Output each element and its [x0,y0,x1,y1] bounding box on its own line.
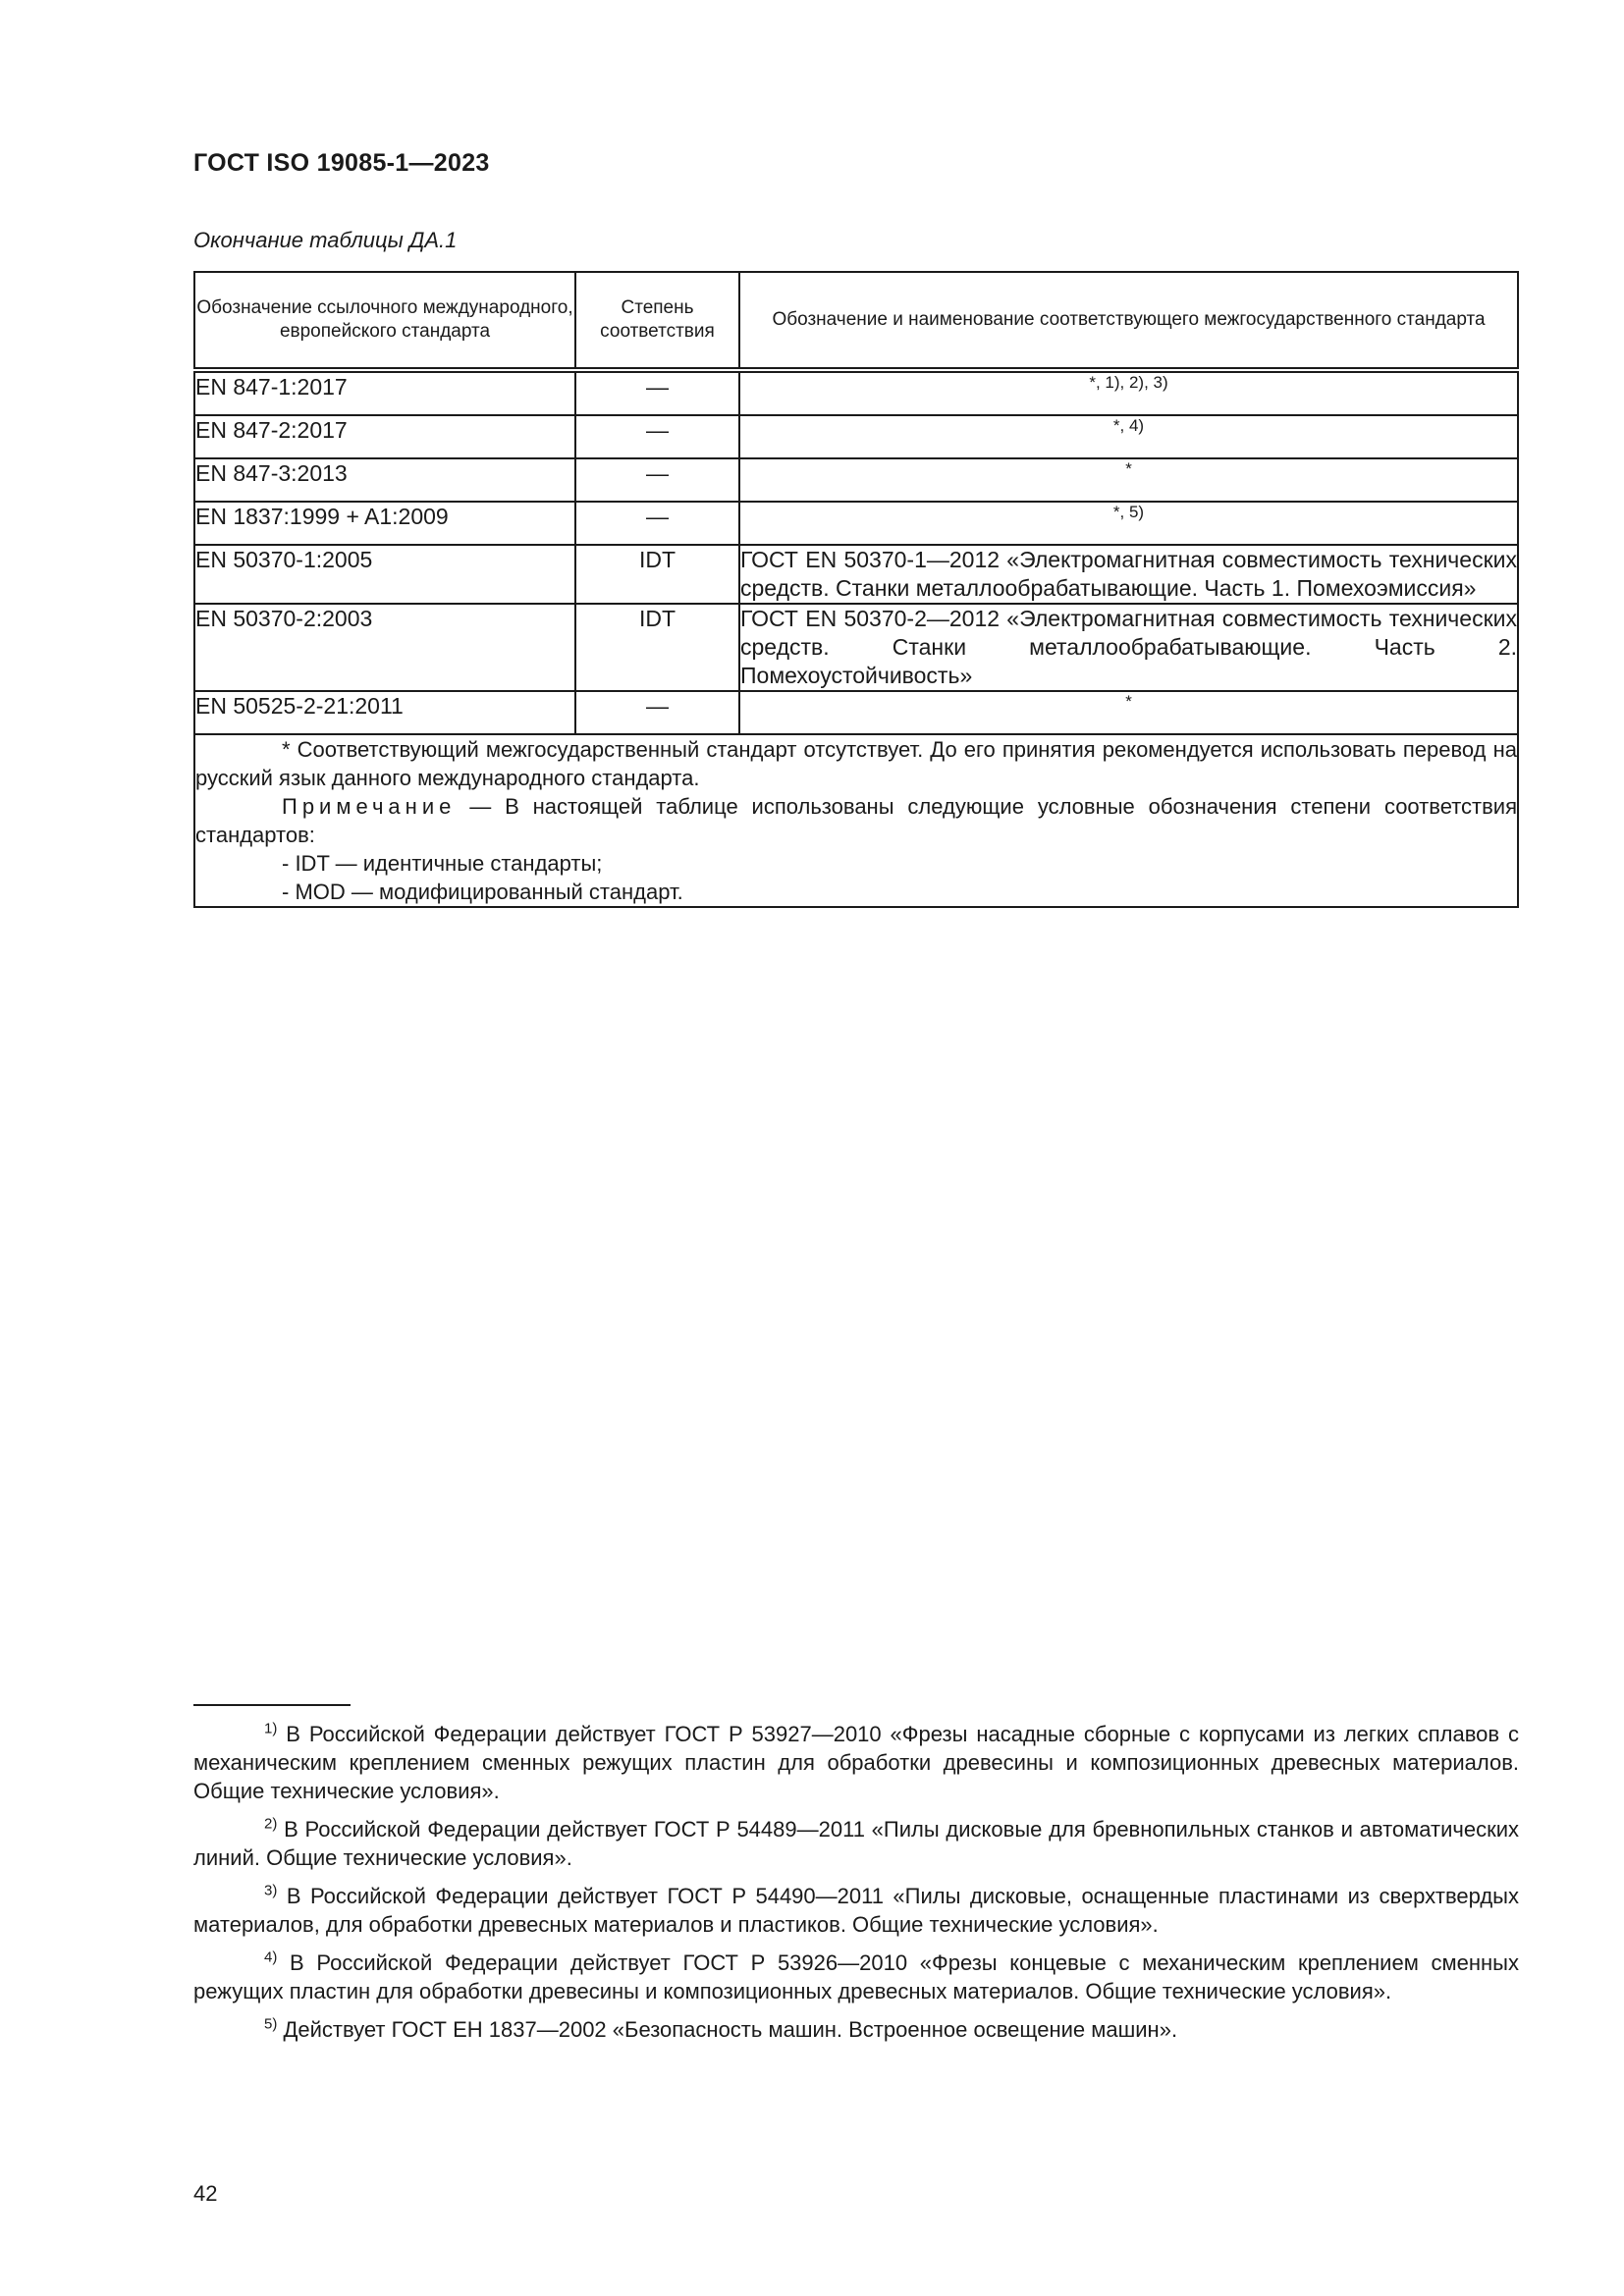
degree-cell: — [575,502,739,545]
standard-name-cell: ГОСТ EN 50370-2—2012 «Электромагнитная совместимость технических средств. Станки металлообрабатывающие. Часть 2. Помехоустойчивость» [739,604,1518,691]
reference-cell: EN 847-3:2013 [194,458,575,502]
footnote-mark: 2) [264,1815,278,1833]
document-code: ГОСТ ISO 19085-1—2023 [193,149,490,177]
header-interstate-standard: Обозначение и наименование соответствующего межгосударственного стандарта [739,272,1518,370]
table-row [194,370,1518,415]
footnote-mark: 5) [264,2015,278,2033]
table-header-row [194,272,1518,370]
footnote [193,1720,1519,1805]
note-cell: *, 1), 2), 3) [739,370,1518,415]
note-cell: * [739,691,1518,734]
footnote-separator [193,1704,351,1706]
footnote-text: В Российской Федерации действует ГОСТ Р 54490—2011 «Пилы дисковые, оснащенные пластинами из сверхтвердых материалов, для обработки древесных материалов и пластиков. Общие технические условия». [193,1884,1519,1937]
table-footer [194,734,1518,907]
degree-cell: IDT [575,604,739,691]
table-row [194,502,1518,545]
reference-cell: EN 50370-2:2003 [194,604,575,691]
table-caption: Окончание таблицы ДА.1 [193,228,458,252]
table-row [194,458,1518,502]
footnote-mark: 4) [264,1949,278,1966]
reference-cell: EN 50370-1:2005 [194,545,575,604]
footnote [193,1815,1519,1872]
note-cell: * [739,458,1518,502]
footnote-mark: 1) [264,1720,278,1737]
page-number: 42 [193,2181,218,2206]
note-text: — В настоящей таблице использованы следующие условные обозначения степени соответствия стандартов: [195,794,1517,847]
note-cell: *, 4) [739,415,1518,458]
footnote-text: В Российской Федерации действует ГОСТ Р 54489—2011 «Пилы дисковые для бревнопильных станков и автоматических линий. Общие технические условия». [193,1817,1519,1870]
degree-cell: — [575,370,739,415]
footnotes [193,1720,1519,2054]
table-row [194,604,1518,691]
degree-cell: IDT [575,545,739,604]
footnote-mark: 3) [264,1882,278,1899]
footnote-text: Действует ГОСТ ЕН 1837—2002 «Безопасность машин. Встроенное освещение машин». [277,2017,1178,2042]
degree-cell: — [575,415,739,458]
degree-cell: — [575,691,739,734]
table-row [194,691,1518,734]
note-cell: *, 5) [739,502,1518,545]
footnote [193,1882,1519,1939]
reference-cell: EN 847-1:2017 [194,370,575,415]
standard-name-cell: ГОСТ EN 50370-1—2012 «Электромагнитная совместимость технических средств. Станки металлообрабатывающие. Часть 1. Помехоэмиссия» [739,545,1518,604]
footnote-text: В Российской Федерации действует ГОСТ Р 53927—2010 «Фрезы насадные сборные с корпусами из легких сплавов с механическим креплением сменных режущих пластин для обработки древесины и композиционных древесных материалов. Общие технические условия». [193,1722,1519,1803]
header-degree: Степень соответствия [575,272,739,370]
degree-cell: — [575,458,739,502]
table-note [195,792,1517,849]
footnote-text: В Российской Федерации действует ГОСТ Р 53926—2010 «Фрезы концевые с механическим креплением сменных режущих пластин для обработки древесины и композиционных древесных материалов. Общие технические условия». [193,1950,1519,2003]
legend-item: - MOD — модифицированный стандарт. [282,880,683,904]
table-row [194,545,1518,604]
asterisk-note: * Соответствующий межгосударственный стандарт отсутствует. До его принятия рекомендуется использовать перевод на русский язык данного международного стандарта. [195,737,1517,790]
reference-cell: EN 847-2:2017 [194,415,575,458]
note-label: Примечание [282,794,457,819]
reference-cell: EN 50525-2-21:2011 [194,691,575,734]
footnote [193,1949,1519,2005]
header-reference-standard: Обозначение ссылочного международного, европейского стандарта [194,272,575,370]
legend-item: - IDT — идентичные стандарты; [282,851,603,876]
footnote [193,2015,1519,2044]
table-row [194,415,1518,458]
table-footer-row [194,734,1518,907]
standards-table [193,271,1519,908]
reference-cell: EN 1837:1999 + A1:2009 [194,502,575,545]
